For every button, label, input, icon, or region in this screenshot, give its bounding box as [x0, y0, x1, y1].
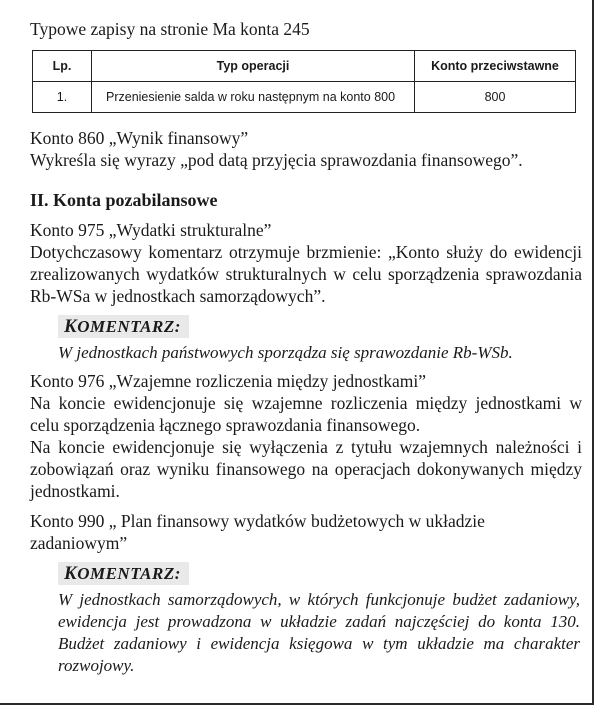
konto-860-text: Wykreśla się wyrazy „pod datą przyjęcia sprawozdania finansowego”.: [30, 150, 523, 170]
konto-990-title: Konto 990 „ Plan finansowy wydatków budżetowych w układzie zadaniowym”: [30, 511, 485, 553]
cell-lp: 1.: [33, 82, 92, 113]
konto-975-title: Konto 975 „Wydatki strukturalne”: [30, 220, 272, 240]
header-typ-operacji: Typ operacji: [92, 51, 415, 82]
cell-typ-operacji: Przeniesienie salda w roku następnym na konto 800: [92, 82, 415, 113]
document-page: [30, 10, 582, 677]
konto-860-title: Konto 860 „Wynik finansowy”: [30, 128, 249, 148]
komentarz-text: W jednostkach państwowych sporządza się sprawozdanie Rb-WSb.: [58, 343, 513, 362]
komentarz-box: [58, 315, 582, 364]
operations-table: [32, 50, 576, 113]
konto-975-text: Dotychczasowy komentarz otrzymuje brzmienie: „Konto służy do ewidencji zrealizowanych wydatków strukturalnych w celu sporządzenia sprawozdania Rb-WSa w jednostkach samorządowych”.: [30, 242, 582, 306]
header-konto-przeciwstawne: Konto przeciwstawne: [415, 51, 576, 82]
konto-976-text-2: Na koncie ewidencjonuje się wyłączenia z tytułu wzajemnych należności i zobowiązań oraz wyniku finansowego na operacjach dokonywanych między jednostkami.: [30, 437, 582, 501]
komentarz-label: KOMENTARZ:: [58, 315, 189, 338]
header-lp: Lp.: [33, 51, 92, 82]
section-heading: II. Konta pozabilansowe: [30, 190, 218, 210]
konto-976-title: Konto 976 „Wzajemne rozliczenia między jednostkami”: [30, 371, 427, 391]
table-header-row: [33, 51, 576, 82]
komentarz-label: KOMENTARZ:: [58, 562, 189, 585]
intro-text: Typowe zapisy na stronie Ma konta 245: [30, 19, 310, 39]
komentarz-text: W jednostkach samorządowych, w których funkcjonuje budżet zadaniowy, ewidencja jest prowadzona w układzie zadań najczęściej do konta 130. Budżet zadaniowy i ewidencja księgowa w tym układzie ma charakter rozwojowy.: [58, 590, 580, 675]
table-row: [33, 82, 576, 113]
cell-konto: 800: [415, 82, 576, 113]
komentarz-box: [58, 562, 582, 677]
konto-976-text-1: Na koncie ewidencjonuje się wzajemne rozliczenia między jednostkami w celu sporządzenia łącznego sprawozdania finansowego.: [30, 393, 582, 435]
